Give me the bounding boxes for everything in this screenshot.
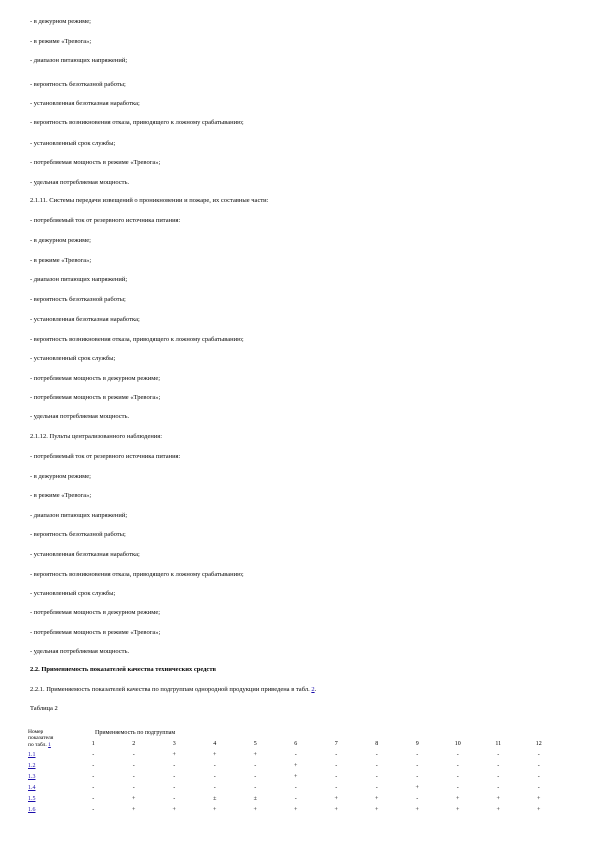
applicability-cell: ±	[253, 795, 257, 802]
text-line: - потребляемый ток от резервного источника питания:	[30, 217, 181, 224]
text-line: - потребляемый ток от резервного источника питания:	[30, 453, 181, 460]
column-header: 7	[334, 740, 338, 747]
applicability-cell: -	[173, 784, 176, 791]
header-line-1: Номер	[28, 728, 44, 735]
applicability-cell: +	[537, 806, 541, 813]
table-row	[28, 793, 559, 804]
table-row	[28, 771, 559, 782]
text-line: - вероятность безотказной работы;	[30, 296, 126, 303]
indicator-link[interactable]: 1.1	[28, 751, 36, 758]
indicator-link[interactable]: 1.3	[28, 773, 36, 780]
applicability-cell: -	[537, 773, 540, 780]
text-line: - диапазон питающих напряжений;	[30, 276, 128, 283]
applicability-cell: -	[294, 795, 297, 802]
applicability-cell: -	[213, 773, 216, 780]
text-line: 2.1.11. Системы передачи извещений о проникновении и пожаре, их составные части:	[30, 197, 269, 204]
applicability-cell: -	[132, 762, 135, 769]
text-line: - потребляемая мощность в режиме «Тревога»;	[30, 629, 161, 636]
applicability-cell: +	[213, 751, 217, 758]
text-line: - установленная безотказная наработка;	[30, 100, 140, 107]
applicability-cell: -	[375, 784, 378, 791]
row-id-cell	[28, 793, 73, 804]
applicability-cell: -	[335, 773, 338, 780]
applicability-cell: +	[496, 806, 500, 813]
column-header: 5	[253, 740, 257, 747]
column-header: 6	[294, 740, 298, 747]
applicability-cell: -	[213, 762, 216, 769]
applicability-cell: -	[173, 795, 176, 802]
applicability-cell: +	[253, 751, 257, 758]
applicability-cell: -	[92, 784, 95, 791]
applicability-cell: -	[335, 762, 338, 769]
applicability-cell: -	[254, 784, 257, 791]
applicability-cell: +	[456, 795, 460, 802]
applicability-cell: -	[92, 762, 95, 769]
applicability-cell: +	[456, 806, 460, 813]
applicability-cell: +	[375, 806, 379, 813]
row-id-cell	[28, 749, 73, 760]
applicability-cell: -	[375, 762, 378, 769]
applicability-cell: ±	[213, 795, 217, 802]
applicability-cell: -	[456, 784, 459, 791]
applicability-cell: +	[294, 762, 298, 769]
row-id-cell	[28, 804, 73, 815]
indicator-number-header	[28, 728, 73, 749]
text-line: - вероятность возникновения отказа, приводящего к ложному срабатыванию;	[30, 571, 244, 578]
table-1-link[interactable]: 1	[48, 741, 51, 748]
applicability-cell: -	[92, 773, 95, 780]
section-heading-2-2: 2.2. Применяемость показателей качества технических средств	[30, 666, 217, 673]
applicability-cell: +	[537, 795, 541, 802]
applicability-cell: -	[335, 751, 338, 758]
text-line: - в дежурном режиме;	[30, 473, 91, 480]
text-line: - в режиме «Тревога»;	[30, 257, 92, 264]
text-line: - вероятность безотказной работы;	[30, 531, 126, 538]
text-line: - вероятность безотказной работы;	[30, 81, 126, 88]
applicability-cell: +	[334, 806, 338, 813]
text-line: 2.1.12. Пульты централизованного наблюдения:	[30, 433, 163, 440]
applicability-cell: +	[415, 806, 419, 813]
column-header: 3	[172, 740, 176, 747]
text-line: - установленная безотказная наработка;	[30, 316, 140, 323]
table-caption: Таблица 2	[30, 705, 58, 712]
applicability-cell: -	[416, 762, 419, 769]
text-line: - вероятность возникновения отказа, приводящего к ложному срабатыванию;	[30, 336, 244, 343]
applicability-cell: +	[172, 751, 176, 758]
text-line: - удельная потребляемая мощность.	[30, 179, 130, 186]
applicability-cell: +	[213, 806, 217, 813]
text-line: - установленный срок службы;	[30, 140, 116, 147]
text-line: - диапазон питающих напряжений;	[30, 57, 128, 64]
text-line: - потребляемая мощность в режиме «Тревога»;	[30, 159, 161, 166]
applicability-cell: -	[92, 806, 95, 813]
applicability-cell: -	[497, 762, 500, 769]
paragraph-2-2-1: 2.2.1. Применяемость показателей качества по подгруппам однородной продукции приведена в табл. 2.	[30, 686, 317, 693]
applicability-cell: -	[497, 751, 500, 758]
text-line: - удельная потребляемая мощность.	[30, 413, 130, 420]
text-line: - установленный срок службы;	[30, 590, 116, 597]
applicability-cell: -	[456, 751, 459, 758]
indicator-link[interactable]: 1.4	[28, 784, 36, 791]
text-line: - потребляемая мощность в дежурном режиме;	[30, 375, 161, 382]
text-line: - в режиме «Тревога»;	[30, 38, 92, 45]
applicability-cell: -	[335, 784, 338, 791]
applicability-cell: -	[294, 751, 297, 758]
row-id-cell	[28, 771, 73, 782]
applicability-cell: -	[456, 762, 459, 769]
table-row	[28, 749, 559, 760]
table-2-link[interactable]: 2	[311, 686, 315, 693]
applicability-cell: -	[416, 773, 419, 780]
applicability-cell: -	[132, 773, 135, 780]
table-row	[28, 782, 559, 793]
text-line: - в режиме «Тревога»;	[30, 492, 92, 499]
applicability-cell: -	[537, 751, 540, 758]
applicability-cell: -	[456, 773, 459, 780]
header-line-3: по табл.	[28, 741, 49, 748]
applicability-cell: -	[213, 784, 216, 791]
text-line: - удельная потребляемая мощность.	[30, 648, 130, 655]
table-body	[28, 749, 559, 815]
applicability-cell: -	[254, 773, 257, 780]
applicability-cell: -	[497, 784, 500, 791]
applicability-cell: -	[173, 762, 176, 769]
applicability-cell: +	[253, 806, 257, 813]
text-line: - вероятность возникновения отказа, приводящего к ложному срабатыванию;	[30, 119, 244, 126]
column-header: 12	[535, 740, 542, 747]
text-line: - установленная безотказная наработка;	[30, 551, 140, 558]
column-header: 2	[132, 740, 136, 747]
applicability-cell: -	[173, 773, 176, 780]
applicability-cell: -	[294, 784, 297, 791]
text-line: - в дежурном режиме;	[30, 237, 91, 244]
row-id-cell	[28, 760, 73, 771]
applicability-cell: +	[294, 806, 298, 813]
column-header: 11	[495, 740, 502, 747]
applicability-cell: -	[537, 784, 540, 791]
applicability-cell: -	[132, 751, 135, 758]
applicability-cell: -	[254, 762, 257, 769]
applicability-table	[28, 728, 559, 815]
indicator-link[interactable]: 1.6	[28, 806, 36, 813]
text-line: - диапазон питающих напряжений;	[30, 512, 128, 519]
column-header: 9	[415, 740, 419, 747]
column-header-row	[28, 738, 559, 749]
text-line: - потребляемая мощность в дежурном режиме;	[30, 609, 161, 616]
table-row	[28, 760, 559, 771]
indicator-link[interactable]: 1.2	[28, 762, 36, 769]
applicability-cell: +	[496, 795, 500, 802]
text-line: - установленный срок службы;	[30, 355, 116, 362]
group-header: Применяемость по подгруппам	[95, 730, 176, 736]
applicability-cell: +	[375, 795, 379, 802]
applicability-cell: -	[497, 773, 500, 780]
applicability-cell: -	[537, 762, 540, 769]
applicability-cell: -	[375, 773, 378, 780]
paragraph-2-2-1-text: 2.2.1. Применяемость показателей качества по подгруппам однородной продукции приведена в табл.	[30, 686, 312, 693]
column-header: 4	[213, 740, 217, 747]
applicability-cell: +	[334, 795, 338, 802]
applicability-cell: -	[416, 795, 419, 802]
applicability-cell: -	[416, 751, 419, 758]
applicability-cell: +	[294, 773, 298, 780]
header-line-2: показателя	[28, 735, 54, 742]
applicability-cell: +	[132, 795, 136, 802]
table-row	[28, 804, 559, 815]
column-header: 1	[91, 740, 95, 747]
column-header: 8	[375, 740, 379, 747]
column-header: 10	[454, 740, 461, 747]
applicability-cell: +	[132, 806, 136, 813]
applicability-cell: +	[172, 806, 176, 813]
text-line: - в дежурном режиме;	[30, 18, 91, 25]
applicability-cell: +	[415, 784, 419, 791]
applicability-cell: -	[92, 751, 95, 758]
applicability-cell: -	[92, 795, 95, 802]
text-line: - потребляемая мощность в режиме «Тревога»;	[30, 394, 161, 401]
row-id-cell	[28, 782, 73, 793]
applicability-cell: -	[375, 751, 378, 758]
applicability-cell: -	[132, 784, 135, 791]
indicator-link[interactable]: 1.5	[28, 795, 36, 802]
